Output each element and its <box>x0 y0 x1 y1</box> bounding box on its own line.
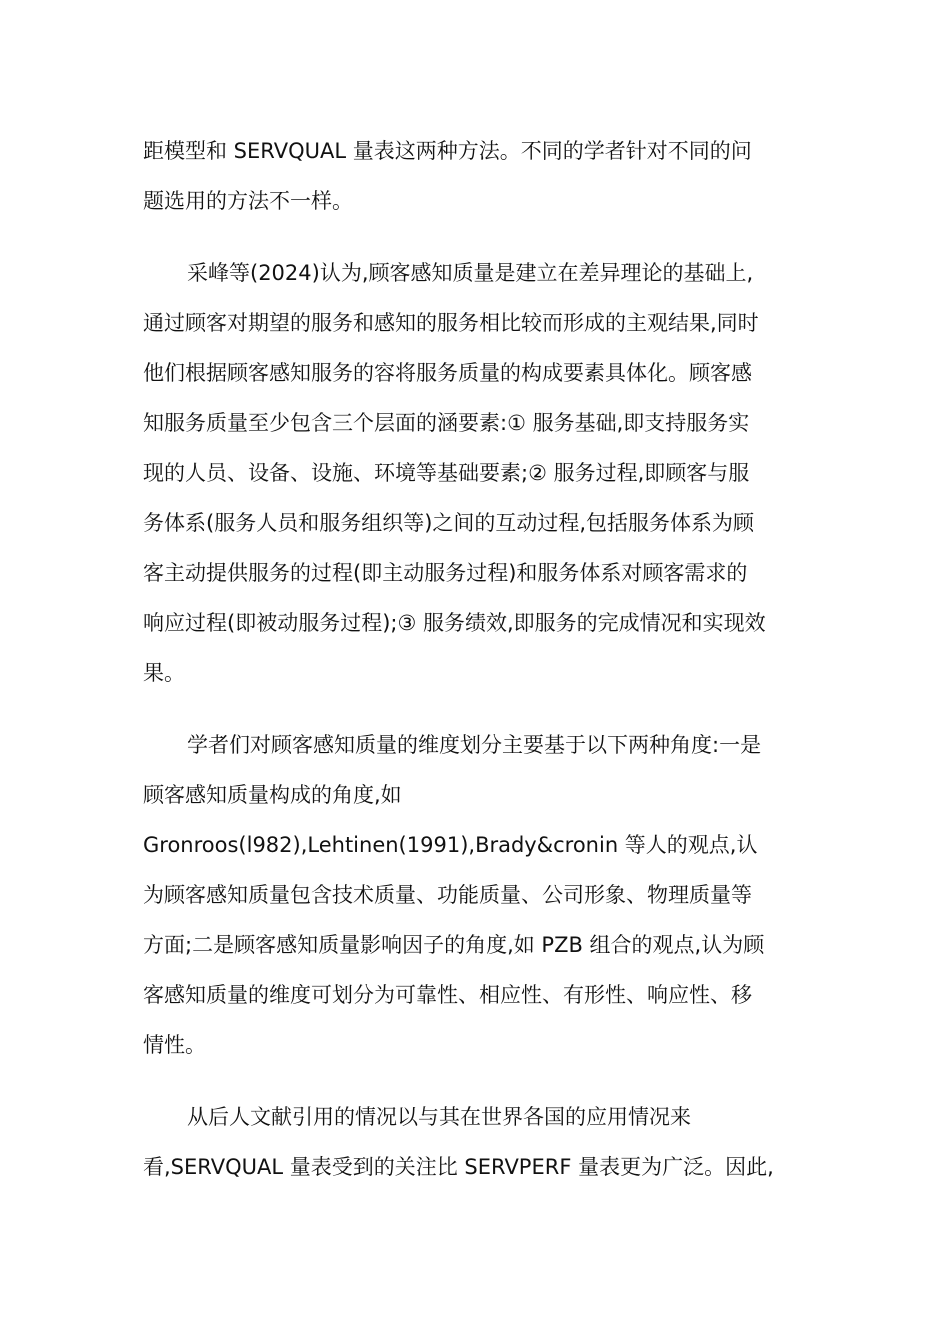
paragraph-line: 他们根据顾客感知服务的容将服务质量的构成要素具体化。顾客感 <box>143 361 752 385</box>
paragraph-line: 方面;二是顾客感知质量影响因子的角度,如 PZB 组合的观点,认为顾 <box>143 933 765 957</box>
paragraph-line: 务体系(服务人员和服务组织等)之间的互动过程,包括服务体系为顾 <box>143 511 755 535</box>
paragraph-line: 顾客感知质量构成的角度,如 <box>143 783 402 807</box>
paragraph-line: 果。 <box>143 661 185 685</box>
paragraph-line: 题选用的方法不一样。 <box>143 189 353 213</box>
paragraph-line: 客感知质量的维度可划分为可靠性、相应性、有形性、响应性、移 <box>143 983 752 1007</box>
paragraph-line: 现的人员、设备、设施、环境等基础要素;② 服务过程,即顾客与服 <box>143 461 750 485</box>
paragraph-line: Gronroos(l982),Lehtinen(1991),Brady&cronin 等人的观点,认 <box>143 833 758 857</box>
paragraph-line: 采峰等(2024)认为,顾客感知质量是建立在差异理论的基础上, <box>187 261 754 285</box>
paragraph-line: 为顾客感知质量包含技术质量、功能质量、公司形象、物理质量等 <box>143 883 752 907</box>
paragraph-line: 距模型和 SERVQUAL 量表这两种方法。不同的学者针对不同的问 <box>143 139 752 163</box>
paragraph-line: 知服务质量至少包含三个层面的涵要素:① 服务基础,即支持服务实 <box>143 411 750 435</box>
paragraph-line: 响应过程(即被动服务过程);③ 服务绩效,即服务的完成情况和实现效 <box>143 611 766 635</box>
paragraph-line: 从后人文献引用的情况以与其在世界各国的应用情况来 <box>187 1105 691 1129</box>
paragraph-3 <box>143 720 813 1070</box>
paragraph-line: 情性。 <box>143 1033 206 1057</box>
paragraph-2 <box>143 248 813 698</box>
paragraph-line: 客主动提供服务的过程(即主动服务过程)和服务体系对顾客需求的 <box>143 561 748 585</box>
paragraph-line: 看,SERVQUAL 量表受到的关注比 SERVPERF 量表更为广泛。因此, <box>143 1155 774 1179</box>
paragraph-line: 学者们对顾客感知质量的维度划分主要基于以下两种角度:一是 <box>187 733 762 757</box>
paragraph-1 <box>143 126 813 226</box>
paragraph-line: 通过顾客对期望的服务和感知的服务相比较而形成的主观结果,同时 <box>143 311 759 335</box>
paragraph-4 <box>143 1092 813 1192</box>
